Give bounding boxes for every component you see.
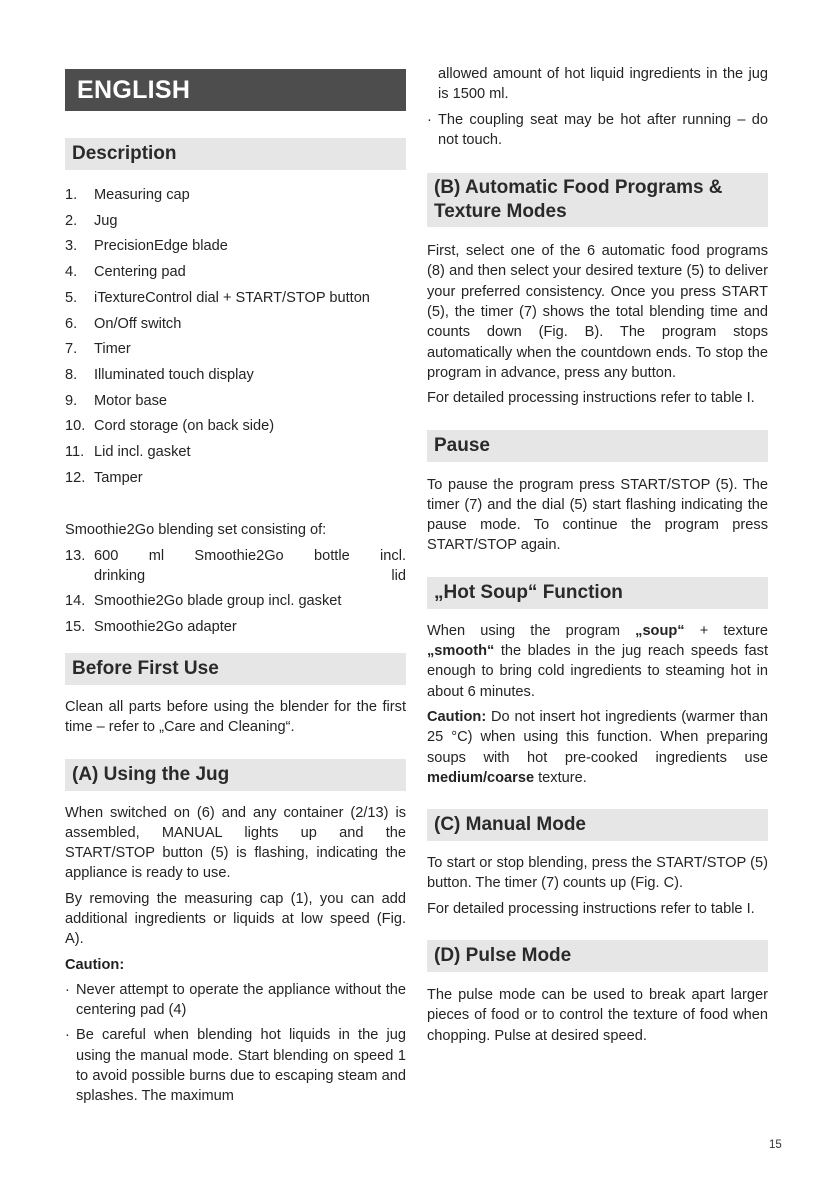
list-item: allowed amount of hot liquid ingredients in the jug is 1500 ml. bbox=[438, 66, 768, 103]
section-heading-description: Description bbox=[65, 138, 406, 170]
list-item: 6. On/Off switch bbox=[65, 315, 182, 332]
list-item: · The coupling seat may be hot after running – do not touch. bbox=[427, 111, 768, 148]
before-first-use-text: Clean all parts before using the blender for the first time – refer to „Care and Cleaning“. bbox=[65, 698, 406, 736]
section-heading-before-first-use: Before First Use bbox=[65, 653, 406, 685]
list-item: 5. iTextureControl dial + START/STOP button bbox=[65, 289, 370, 306]
list-item: 4. Centering pad bbox=[65, 264, 186, 281]
list-item: 7. Timer bbox=[65, 341, 131, 358]
section-heading-pulse-mode: (D) Pulse Mode bbox=[427, 940, 768, 972]
section-heading-hot-soup: „Hot Soup“ Function bbox=[427, 577, 768, 609]
list-item: · Never attempt to operate the appliance without the centering pad (4) bbox=[65, 981, 406, 1019]
auto-programs-paragraph-2: For detailed processing instructions refer to table I. bbox=[427, 390, 755, 407]
pause-text: To pause the program press START/STOP (5). The timer (7) and the dial (5) start flashing indicating the pause mode. To continue the program press START/STOP again. bbox=[427, 476, 768, 554]
caution-label: Caution: bbox=[65, 956, 125, 973]
set-intro: Smoothie2Go blending set consisting of: bbox=[65, 522, 327, 539]
using-jug-paragraph-1: When switched on (6) and any container (2/13) is assembled, MANUAL lights up and the START/STOP button (5) is flashing, indicating the appliance is ready to use. bbox=[65, 804, 406, 882]
left-column bbox=[65, 69, 406, 1112]
list-item: 8. Illuminated touch display bbox=[65, 366, 254, 383]
set-list bbox=[65, 546, 406, 637]
page-number: 15 bbox=[769, 1139, 782, 1151]
list-item: 1. Measuring cap bbox=[65, 187, 190, 203]
section-heading-manual-mode: (C) Manual Mode bbox=[427, 809, 768, 841]
list-item: 12. Tamper bbox=[65, 469, 143, 486]
parts-list bbox=[65, 183, 406, 491]
language-banner: ENGLISH bbox=[65, 69, 406, 111]
list-item: 2. Jug bbox=[65, 212, 118, 229]
section-heading-auto-programs: (B) Automatic Food Programs & Texture Modes bbox=[427, 173, 768, 227]
section-heading-pause: Pause bbox=[427, 430, 768, 462]
jug-continued bbox=[427, 64, 768, 150]
list-item: 14. Smoothie2Go blade group incl. gasket bbox=[65, 593, 342, 610]
caution-bullets bbox=[65, 980, 406, 1107]
list-item: 3. PrecisionEdge blade bbox=[65, 238, 228, 255]
right-column bbox=[427, 66, 768, 1046]
list-item: · Be careful when blending hot liquids in the jug using the manual mode. Start blending on speed 1 to avoid possible burns due to escaping steam and splashes. The maximum bbox=[65, 1027, 406, 1105]
manual-mode-paragraph-1: To start or stop blending, press the START/STOP (5) button. The timer (7) counts up (Fig. C). bbox=[427, 855, 768, 892]
list-item: 10. Cord storage (on back side) bbox=[65, 418, 275, 435]
list-item: 9. Motor base bbox=[65, 392, 168, 409]
auto-programs-paragraph-1: First, select one of the 6 automatic food programs (8) and then select your desired texture (5) to deliver your preferred consistency. Once you press START (5), the timer (7) shows the total blending time and counts down (Fig. B). The program stops automatically when the countdown ends. To stop the program in advance, press any button. bbox=[427, 243, 768, 381]
pulse-mode-text: The pulse mode can be used to break apart larger pieces of food or to control the texture of food when chopping. Pulse at desired speed. bbox=[427, 987, 768, 1044]
list-item: 13. 600 ml Smoothie2Go bottle incl. drinking lid bbox=[65, 547, 406, 585]
hot-soup-paragraph-2: Caution: Do not insert hot ingredients (warmer than 25 °C) when using this function. When preparing soups with hot pre-cooked ingredients use medium/coarse texture. bbox=[427, 708, 768, 786]
section-heading-using-jug: (A) Using the Jug bbox=[65, 759, 406, 791]
hot-soup-paragraph-1: When using the program „soup“ + texture „smooth“ the blades in the jug reach speeds fast enough to bring cold ingredients to steaming hot in about 6 minutes. bbox=[427, 622, 768, 700]
manual-mode-paragraph-2: For detailed processing instructions refer to table I. bbox=[427, 900, 755, 917]
list-item: 15. Smoothie2Go adapter bbox=[65, 618, 237, 635]
using-jug-paragraph-2: By removing the measuring cap (1), you can add additional ingredients or liquids at low speed (Fig. A). bbox=[65, 890, 406, 948]
list-item: 11. Lid incl. gasket bbox=[65, 444, 191, 461]
